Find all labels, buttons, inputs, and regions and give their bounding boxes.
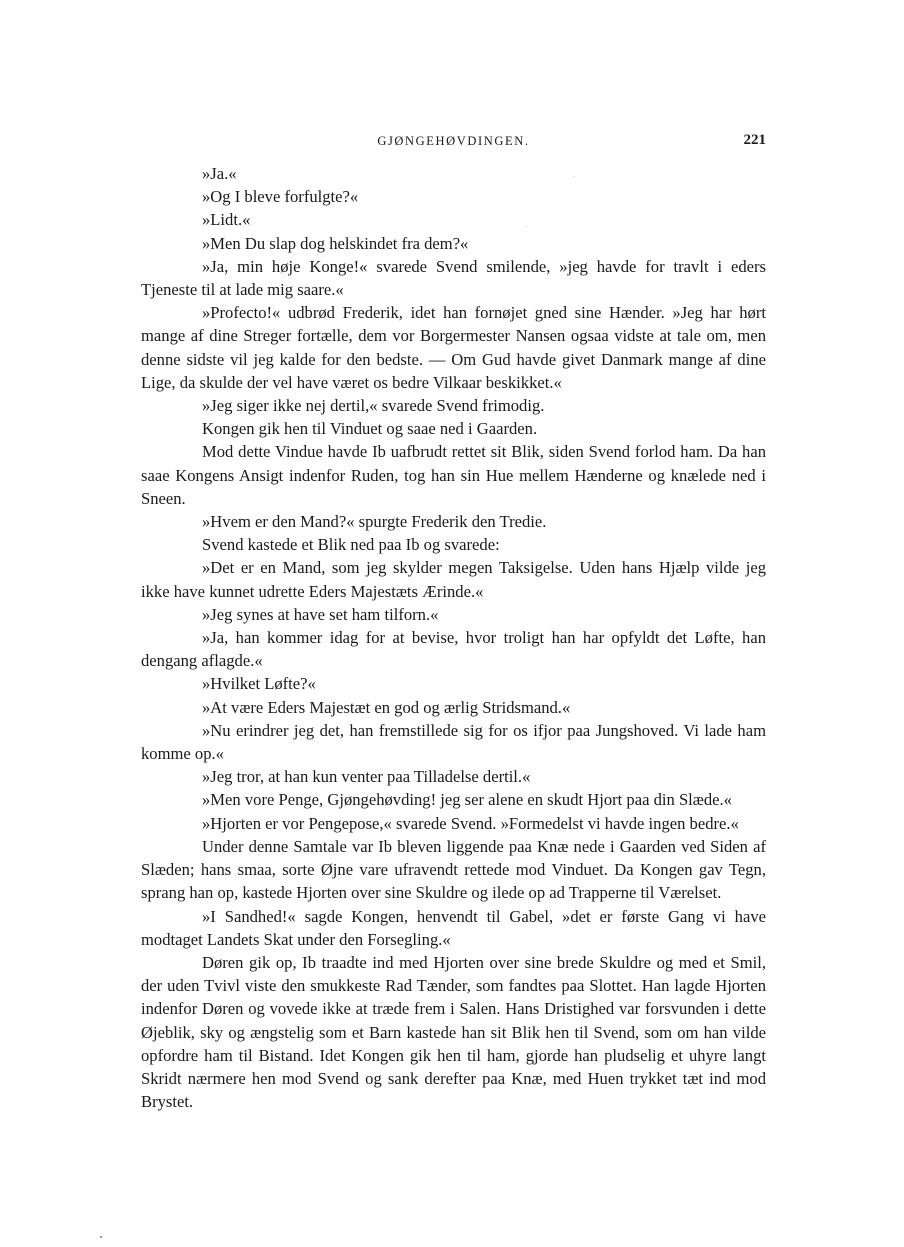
- paper-speck: [100, 1236, 102, 1238]
- paragraph: »Det er en Mand, som jeg skylder megen Taksigelse. Uden hans Hjælp vilde jeg ikke have kunnet udrette Eders Majestæts Ærinde.«: [141, 558, 766, 601]
- paragraph: Under denne Samtale var Ib bleven liggende paa Knæ nede i Gaarden ved Siden af Slæden; hans smaa, sorte Øjne vare ufravendt rettede mod Vinduet. Da Kongen gav Tegn, sprang han op, kastede Hjorten over sine Skuldre og ilede op ad Trapperne til Værelset.: [141, 836, 766, 903]
- paragraph: »Nu erindrer jeg det, han fremstillede sig for os ifjor paa Jungshoved. Vi lade ham komme op.«: [141, 720, 766, 764]
- paragraph: »Hjorten er vor Pengepose,« svarede Svend. »Formedelst vi havde ingen bedre.«: [202, 813, 739, 833]
- paragraph: »Ja, han kommer idag for at bevise, hvor troligt han har opfyldt det Løfte, han dengang aflagde.«: [141, 628, 766, 671]
- paragraph: »Men Du slap dog helskindet fra dem?«: [202, 233, 469, 253]
- paragraph: »Men vore Penge, Gjøngehøvding! jeg ser alene en skudt Hjort paa din Slæde.«: [202, 790, 732, 810]
- paragraph: »Jeg siger ikke nej dertil,« svarede Svend frimodig.: [202, 396, 545, 416]
- page-number: 221: [743, 132, 766, 148]
- page-header: [141, 128, 766, 158]
- paragraph: Mod dette Vindue havde Ib uafbrudt rettet sit Blik, siden Svend forlod ham. Da han saae Kongens Ansigt indenfor Ruden, tog han sin Hue mellem Hænderne og knælede ned i Sneen.: [141, 442, 766, 508]
- paragraph: »I Sandhed!« sagde Kongen, henvendt til Gabel, »det er første Gang vi have modtaget Landets Skat under den Forsegling.«: [141, 906, 766, 949]
- body-text: [141, 162, 766, 1113]
- paragraph: »Jeg synes at have set ham tilforn.«: [202, 604, 439, 624]
- paragraph: »Profecto!« udbrød Frederik, idet han fornøjet gned sine Hænder. »Jeg har hørt mange af dine Streger fortælle, dem vor Borgermester Nansen ogsaa vidste at tale om, men denne sidste vil jeg kalde for den bedste. — Om Gud havde givet Danmark mange af dine Lige, da skulde der vel have været os bedre Vilkaar beskikket.«: [141, 303, 766, 392]
- paragraph: Svend kastede et Blik ned paa Ib og svarede:: [202, 535, 500, 555]
- paragraph: »Lidt.«: [202, 210, 251, 230]
- paper-speck: [573, 176, 574, 177]
- paragraph: »Og I bleve forfulgte?«: [202, 187, 359, 207]
- paragraph: »Hvilket Løfte?«: [202, 674, 316, 694]
- running-title: GJØNGEHØVDINGEN.: [377, 134, 530, 148]
- paragraph: »Ja.«: [202, 164, 237, 183]
- paper-speck: [525, 226, 526, 227]
- paragraph: »Hvem er den Mand?« spurgte Frederik den Tredie.: [202, 512, 547, 532]
- paragraph: »Jeg tror, at han kun venter paa Tilladelse dertil.«: [202, 767, 531, 787]
- paragraph: Døren gik op, Ib traadte ind med Hjorten over sine brede Skuldre og med et Smil, der uden Tvivl viste den smukkeste Rad Tænder, som fandtes paa Slottet. Han lagde Hjorten indenfor Døren og vovede ikke at træde frem i Salen. Hans Dristighed var forsvunden i dette Øjeblik, sky og ængstelig som et Barn kastede han sit Blik hen til Svend, som om han vilde opfordre ham til Bistand. Idet Kongen gik hen til ham, gjorde han pludselig et uhyre langt Skridt nærmere hen mod Svend og sank derefter paa Knæ, med Huen trykket tæt ind mod Brystet.: [141, 952, 766, 1112]
- paragraph: »Ja, min høje Konge!« svarede Svend smilende, »jeg havde for travlt i eders Tjeneste til at lade mig saare.«: [141, 256, 766, 300]
- paragraph: Kongen gik hen til Vinduet og saae ned i Gaarden.: [202, 419, 538, 439]
- paragraph: »At være Eders Majestæt en god og ærlig Stridsmand.«: [202, 697, 571, 717]
